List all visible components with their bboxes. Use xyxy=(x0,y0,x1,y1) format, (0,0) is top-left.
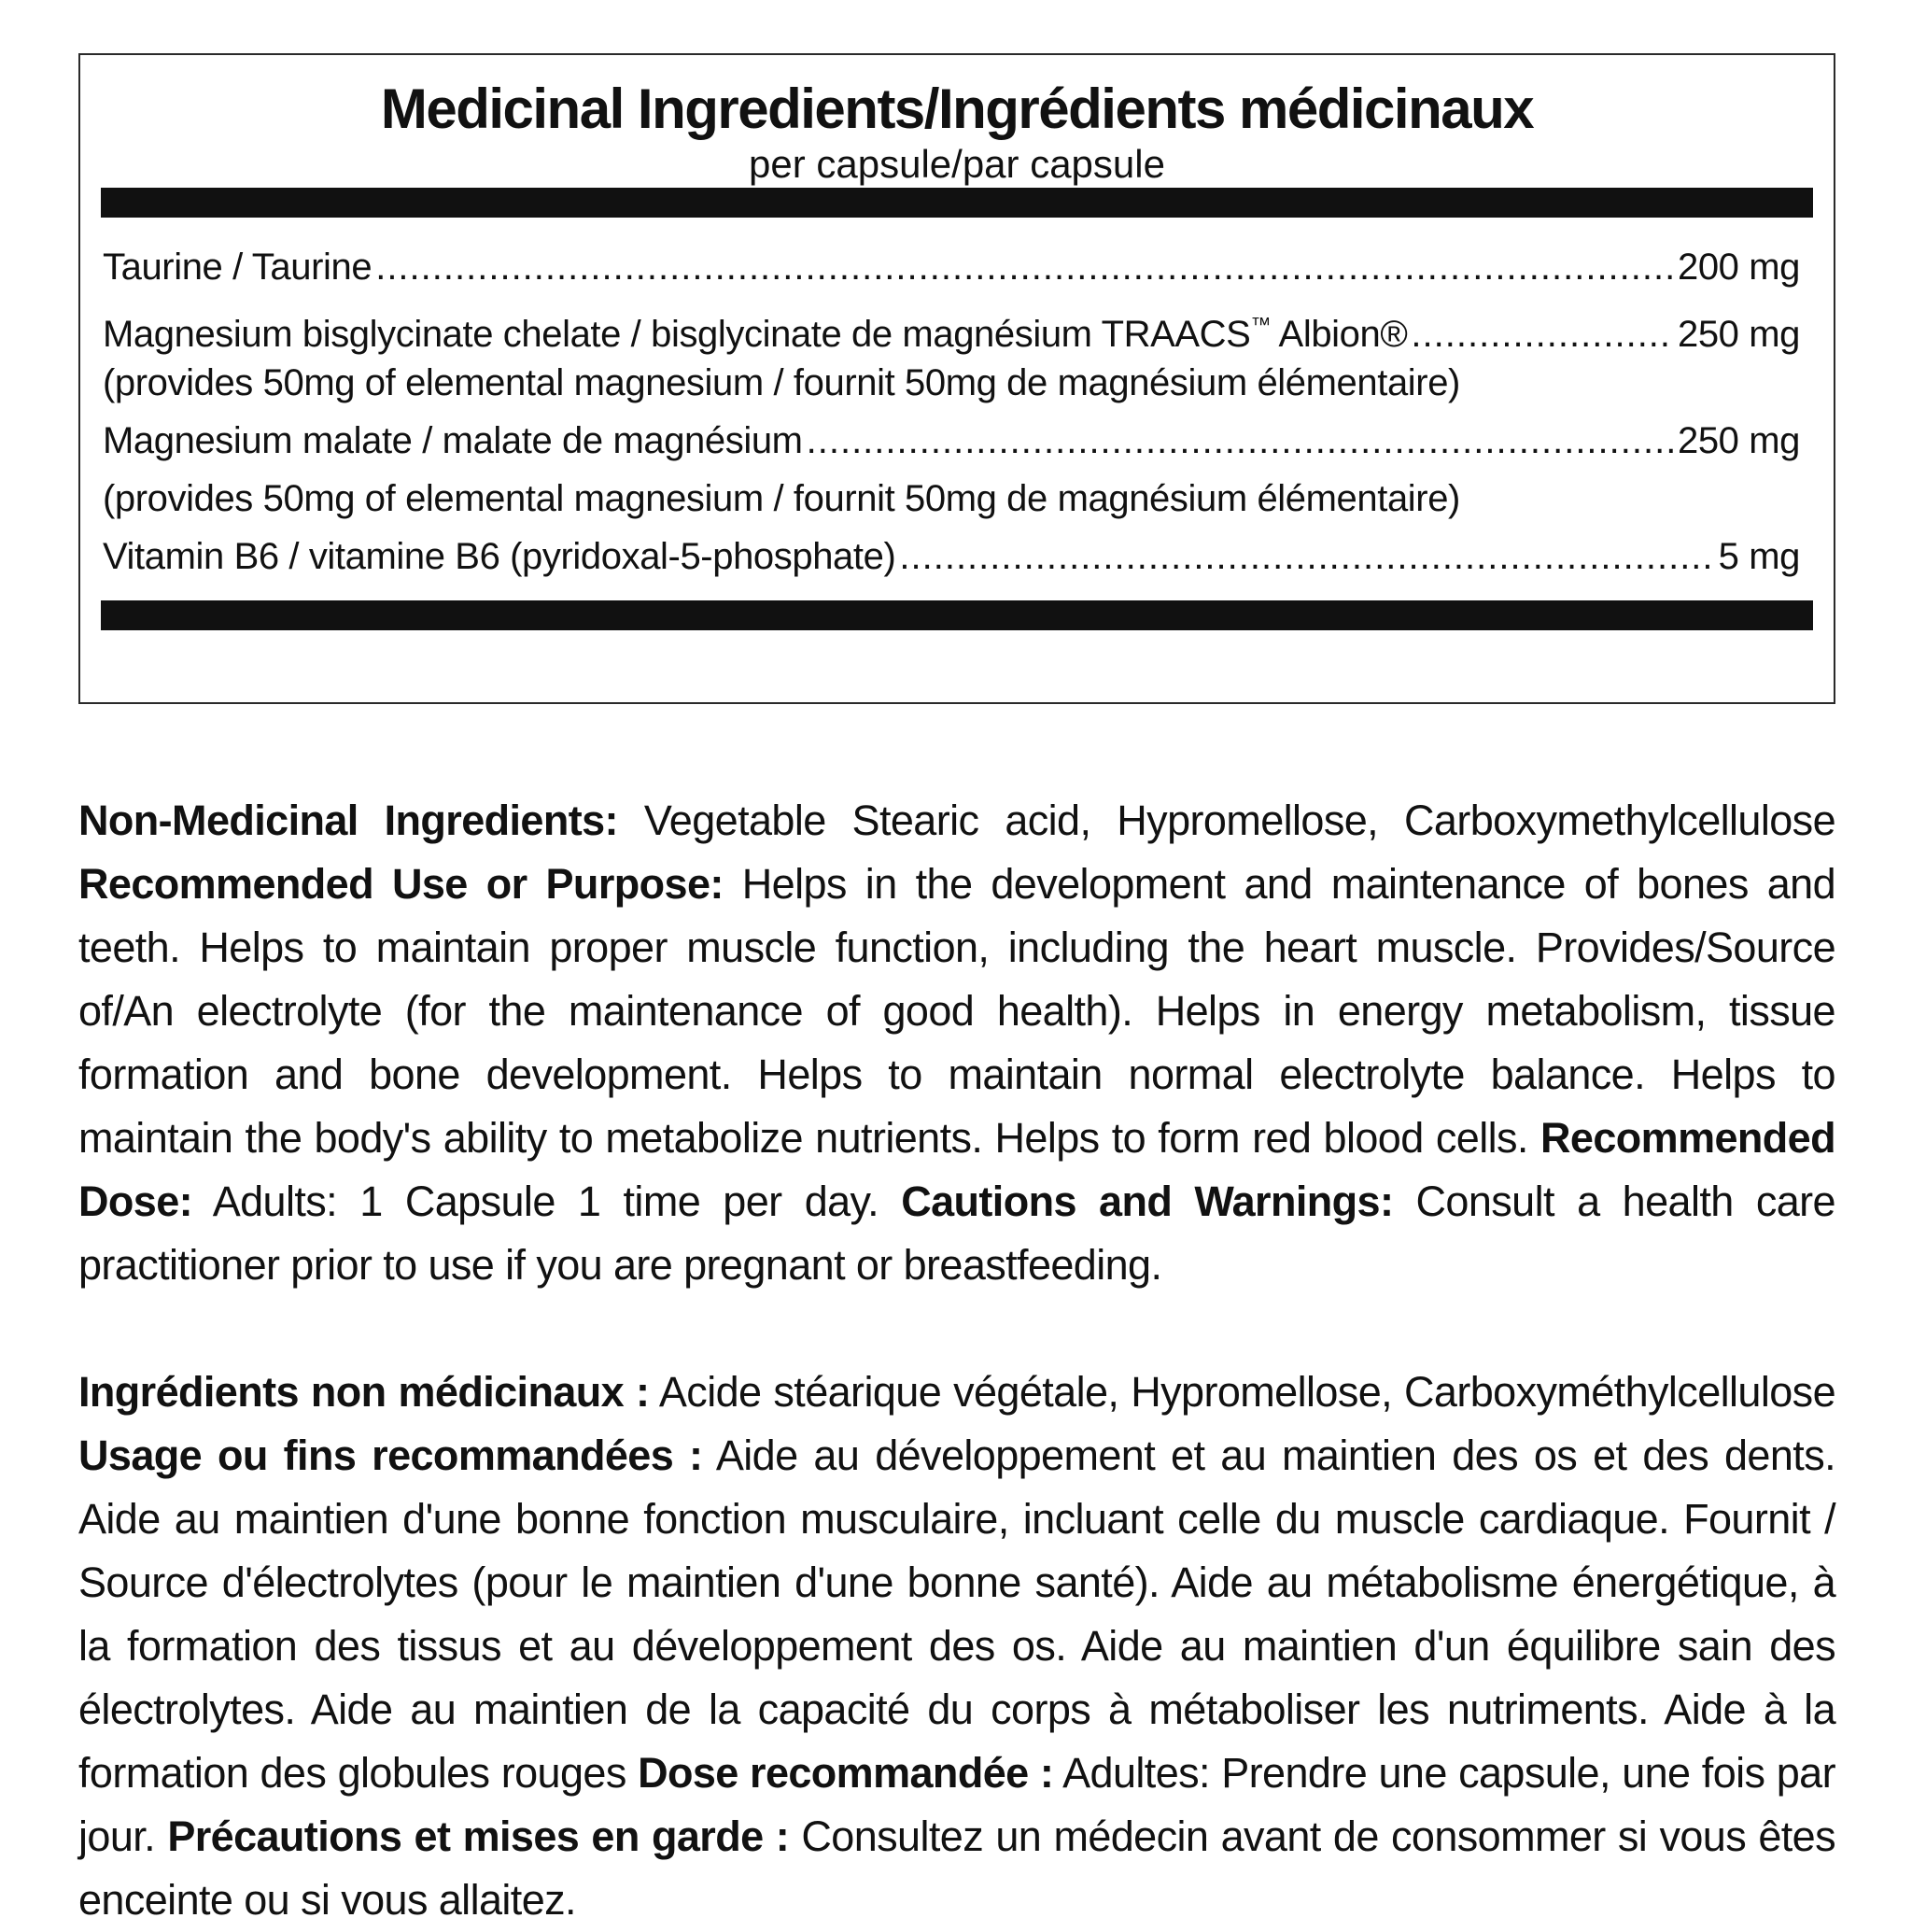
non-medicinal-label: Non-Medicinal Ingredients: xyxy=(78,797,618,844)
recommended-use-label-fr: Usage ou fins recommandées : xyxy=(78,1431,703,1479)
ingredient-row xyxy=(103,528,1800,585)
dot-leader xyxy=(899,528,1714,585)
ingredient-name: Magnesium malate / malate de magnésium xyxy=(103,420,803,461)
ingredient-name-suffix: Albion® xyxy=(1271,314,1408,355)
non-medicinal-text: Vegetable Stearic acid, Hypromellose, Carboxymethylcellulose xyxy=(643,797,1835,844)
bottom-divider-bar xyxy=(101,600,1813,630)
top-divider-bar xyxy=(101,188,1813,218)
recommended-use-text-fr: Aide au développement et au maintien des os et des dents. Aide au maintien d'une bonne fonction musculaire, incluant celle du muscle cardiaque. Fournit / Source d'électrolytes (pour le maintien d'une bonne santé). Aide au métabolisme énergétique, à la formation des tissus et au développement des os. Aide au maintien d'un équilibre sain des électrolytes. Aide au maintien de la capacité du corps à métaboliser les nutriments. Aide à la formation des globules rouges xyxy=(78,1431,1835,1797)
recommended-dose-label: Recommended Dose: xyxy=(78,1114,1835,1225)
cautions-label: Cautions and Warnings: xyxy=(901,1178,1394,1225)
ingredient-amount: 200 mg xyxy=(1677,247,1800,288)
dot-leader xyxy=(375,238,1674,296)
recommended-use-label: Recommended Use or Purpose: xyxy=(78,860,724,908)
recommended-dose-label-fr: Dose recommandée : xyxy=(638,1749,1054,1797)
ingredient-amount: 250 mg xyxy=(1677,420,1800,461)
recommended-dose-text: Adults: 1 Capsule 1 time per day. xyxy=(212,1178,879,1225)
ingredient-name-main: Magnesium bisglycinate chelate / bisglycinate de magnésium TRAACS xyxy=(103,314,1251,355)
medicinal-ingredients-panel xyxy=(78,53,1835,704)
ingredient-note: (provides 50mg of elemental magnesium / fournit 50mg de magnésium élémentaire) xyxy=(103,478,1460,519)
cautions-text-fr: Consultez un médecin avant de consommer si vous êtes enceinte ou si vous allaitez. xyxy=(78,1812,1835,1924)
recommended-dose-text-fr: Adultes: Prendre une capsule, une fois par jour. xyxy=(78,1749,1835,1860)
ingredient-list xyxy=(103,238,1800,585)
ingredient-name: Vitamin B6 / vitamine B6 (pyridoxal-5-phosphate) xyxy=(103,536,896,577)
dot-leader xyxy=(807,412,1674,470)
french-label-paragraph xyxy=(78,1361,1835,1932)
non-medicinal-label-fr: Ingrédients non médicinaux : xyxy=(78,1368,650,1416)
ingredient-row xyxy=(103,296,1800,354)
ingredient-row xyxy=(103,412,1800,470)
cautions-text: Consult a health care practitioner prior to use if you are pregnant or breastfeeding. xyxy=(78,1178,1835,1289)
english-label-paragraph xyxy=(78,789,1835,1297)
panel-subtitle: per capsule/par capsule xyxy=(749,142,1165,186)
ingredient-row xyxy=(103,238,1800,296)
non-medicinal-text-fr: Acide stéarique végétale, Hypromellose, Carboxyméthylcellulose xyxy=(658,1368,1836,1416)
ingredient-amount: 250 mg xyxy=(1677,314,1800,355)
ingredient-name: Taurine / Taurine xyxy=(103,247,373,288)
trademark-mark: ™ xyxy=(1250,313,1272,336)
ingredient-amount: 5 mg xyxy=(1718,536,1800,577)
cautions-label-fr: Précautions et mises en garde : xyxy=(167,1812,790,1860)
recommended-use-text: Helps in the development and maintenance of bones and teeth. Helps to maintain proper muscle function, including the heart muscle. Provides/Source of/An electrolyte (for the maintenance of good health). Helps in energy metabolism, tissue formation and bone development. Helps to maintain normal electrolyte balance. Helps to maintain the body's ability to metabolize nutrients. Helps to form red blood cells. xyxy=(78,860,1835,1162)
ingredient-note: (provides 50mg of elemental magnesium / fournit 50mg de magnésium élémentaire) xyxy=(103,362,1460,403)
panel-title: Medicinal Ingredients/Ingrédients médicinaux xyxy=(380,78,1534,140)
